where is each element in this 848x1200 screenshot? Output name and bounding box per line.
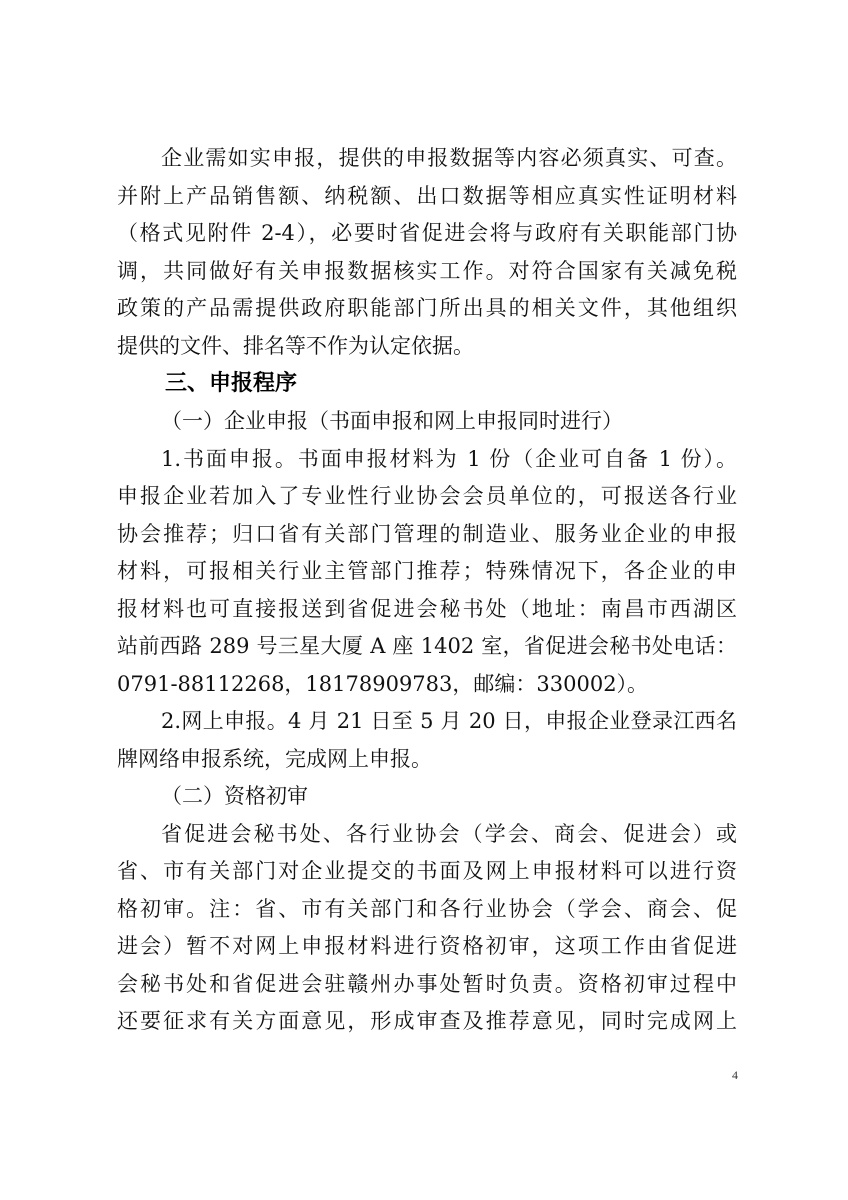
text-line: 政策的产品需提供政府职能部门所出具的相关文件，其他组织 bbox=[117, 296, 737, 320]
text-line: 申报企业若加入了专业性行业协会会员单位的，可报送各行业 bbox=[117, 484, 737, 508]
paragraph-written-application bbox=[117, 441, 737, 704]
text-line: 报材料也可直接报送到省促进会秘书处（地址：南昌市西湖区 bbox=[117, 596, 737, 621]
document-body bbox=[117, 140, 737, 1041]
paragraph-preliminary-review bbox=[117, 816, 737, 1041]
text-line: 协会推荐；归口省有关部门管理的制造业、服务业企业的申报 bbox=[117, 521, 737, 546]
text-line: 格初审。注：省、市有关部门和各行业协会（学会、商会、促 bbox=[117, 896, 737, 921]
subsection-heading: （一）企业申报（书面申报和网上申报同时进行） bbox=[161, 409, 623, 433]
text-line: 企业需如实申报，提供的申报数据等内容必须真实、可查。 bbox=[161, 146, 737, 170]
text-line: 还要征求有关方面意见，形成审查及推荐意见，同时完成网上 bbox=[117, 1009, 737, 1033]
text-line: 并附上产品销售额、纳税额、出口数据等相应真实性证明材料 bbox=[117, 183, 737, 208]
subsection-heading: （二）资格初审 bbox=[161, 784, 308, 808]
text-line: 1.书面申报。书面申报材料为 1 份（企业可自备 1 份）。 bbox=[161, 446, 737, 471]
text-line: （格式见附件 2-4），必要时省促进会将与政府有关职能部门协 bbox=[117, 221, 737, 245]
text-line: 站前西路 289 号三星大厦 A 座 1402 室，省促进会秘书处电话： bbox=[117, 634, 737, 658]
page-number: 4 bbox=[732, 1068, 738, 1082]
text-line: 进会）暂不对网上申报材料进行资格初审，这项工作由省促进 bbox=[117, 934, 737, 958]
text-line: 2.网上申报。4 月 21 日至 5 月 20 日，申报企业登录江西名 bbox=[161, 709, 737, 733]
text-line: 省、市有关部门对企业提交的书面及网上申报材料可以进行资 bbox=[117, 859, 737, 883]
text-line: 提供的文件、排名等不作为认定依据。 bbox=[117, 333, 474, 358]
text-line: 省促进会秘书处、各行业协会（学会、商会、促进会）或 bbox=[161, 821, 737, 846]
text-line: 0791-88112268，18178909783，邮编：330002）。 bbox=[117, 671, 649, 696]
paragraph-requirements bbox=[117, 140, 737, 365]
text-line: 调，共同做好有关申报数据核实工作。对符合国家有关减免税 bbox=[117, 258, 737, 283]
text-line: 牌网络申报系统，完成网上申报。 bbox=[117, 746, 432, 771]
text-line: 会秘书处和省促进会驻赣州办事处暂时负责。资格初审过程中 bbox=[117, 971, 737, 996]
text-line: 材料，可报相关行业主管部门推荐；特殊情况下，各企业的申 bbox=[117, 559, 737, 583]
section-heading: 三、申报程序 bbox=[165, 371, 298, 396]
paragraph-online-application bbox=[117, 703, 737, 778]
